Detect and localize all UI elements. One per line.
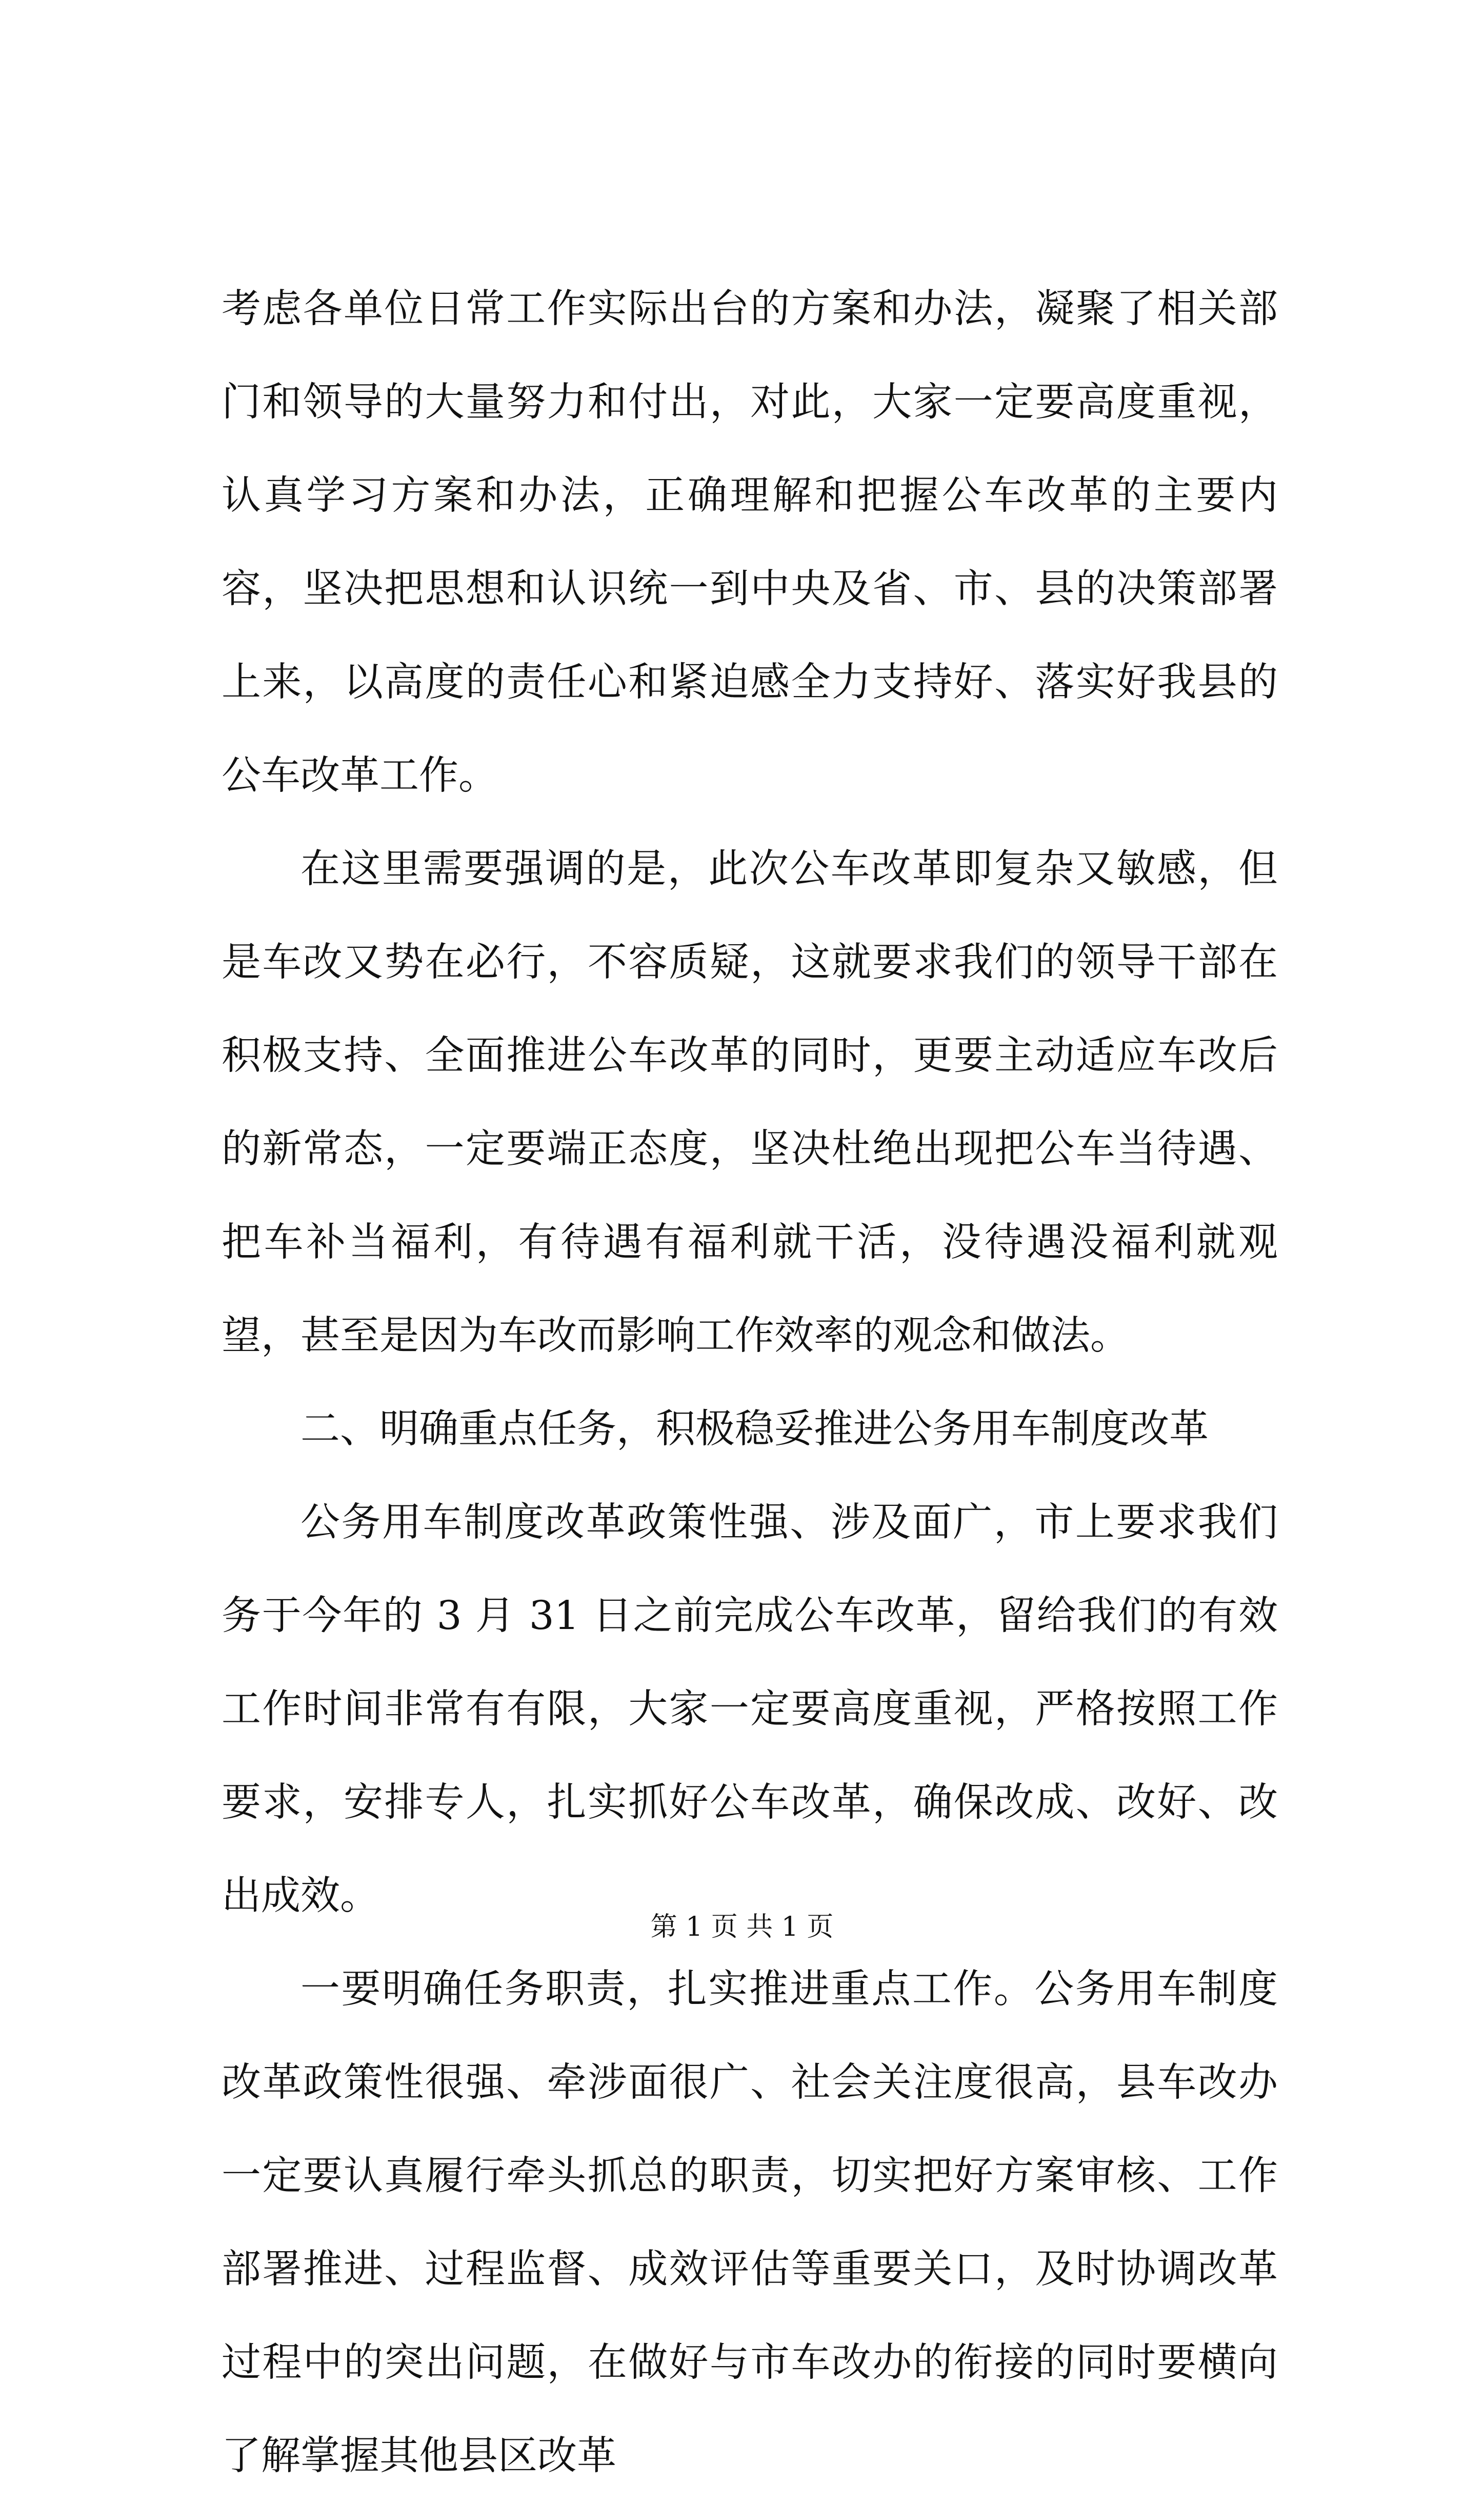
- paragraph-2: 在这里需要强调的是，此次公车改革即复杂又敏感，但是车改又势在必行，不容质疑，这就要求我们的领导干部在积极支持、全面推进公车改革的同时，更要主动适应车改后的新常态，一定要端正态度，坚决杜绝出现把公车当待遇、把车补当福利，有待遇有福利就干活，没待遇没福利就观望，甚至是因为车改而影响工作效率的观念和做法。: [222, 846, 1278, 1359]
- paragraph-4: 一要明确任务职责，扎实推进重点工作。公务用车制度改革政策性很强、牵涉面很广、社会关注度很高，县车改办一定要认真履行牵头抓总的职责，切实把好方案审核、工作部署推进、过程监督、成效评估等重要关口，及时协调改革过程中的突出问题，在做好与市车改办的衔接的同时要横向了解掌握其他县区改革: [222, 1966, 1278, 2479]
- document-body: [222, 263, 1278, 2503]
- paragraph-1: 考虑各单位日常工作实际出台的方案和办法，凝聚了相关部门和领导的大量努力和付出，对此，大家一定要高度重视，认真学习方案和办法，正确理解和把握公车改革的主要内容，坚决把思想和认识统一到中央及省、市、县的决策部署上来，以高度的责任心和紧迫感全力支持好、落实好我县的公车改革工作。: [222, 286, 1278, 799]
- paragraph-3: 公务用车制度改革政策性强、涉及面广，市上要求我们务于今年的 3 月 31 日之前完成公车改革，留给我们的有效工作时间非常有有限，大家一定要高度重视，严格按照工作要求，安排专人，扎实抓好公车改革，确保改成、改好、改出成效。: [222, 1500, 1278, 1919]
- section-heading: 二、明确重点任务，积极稳妥推进公务用车制度改革: [300, 1406, 1209, 1452]
- page-footer: 第 1 页 共 1 页: [650, 1912, 834, 1942]
